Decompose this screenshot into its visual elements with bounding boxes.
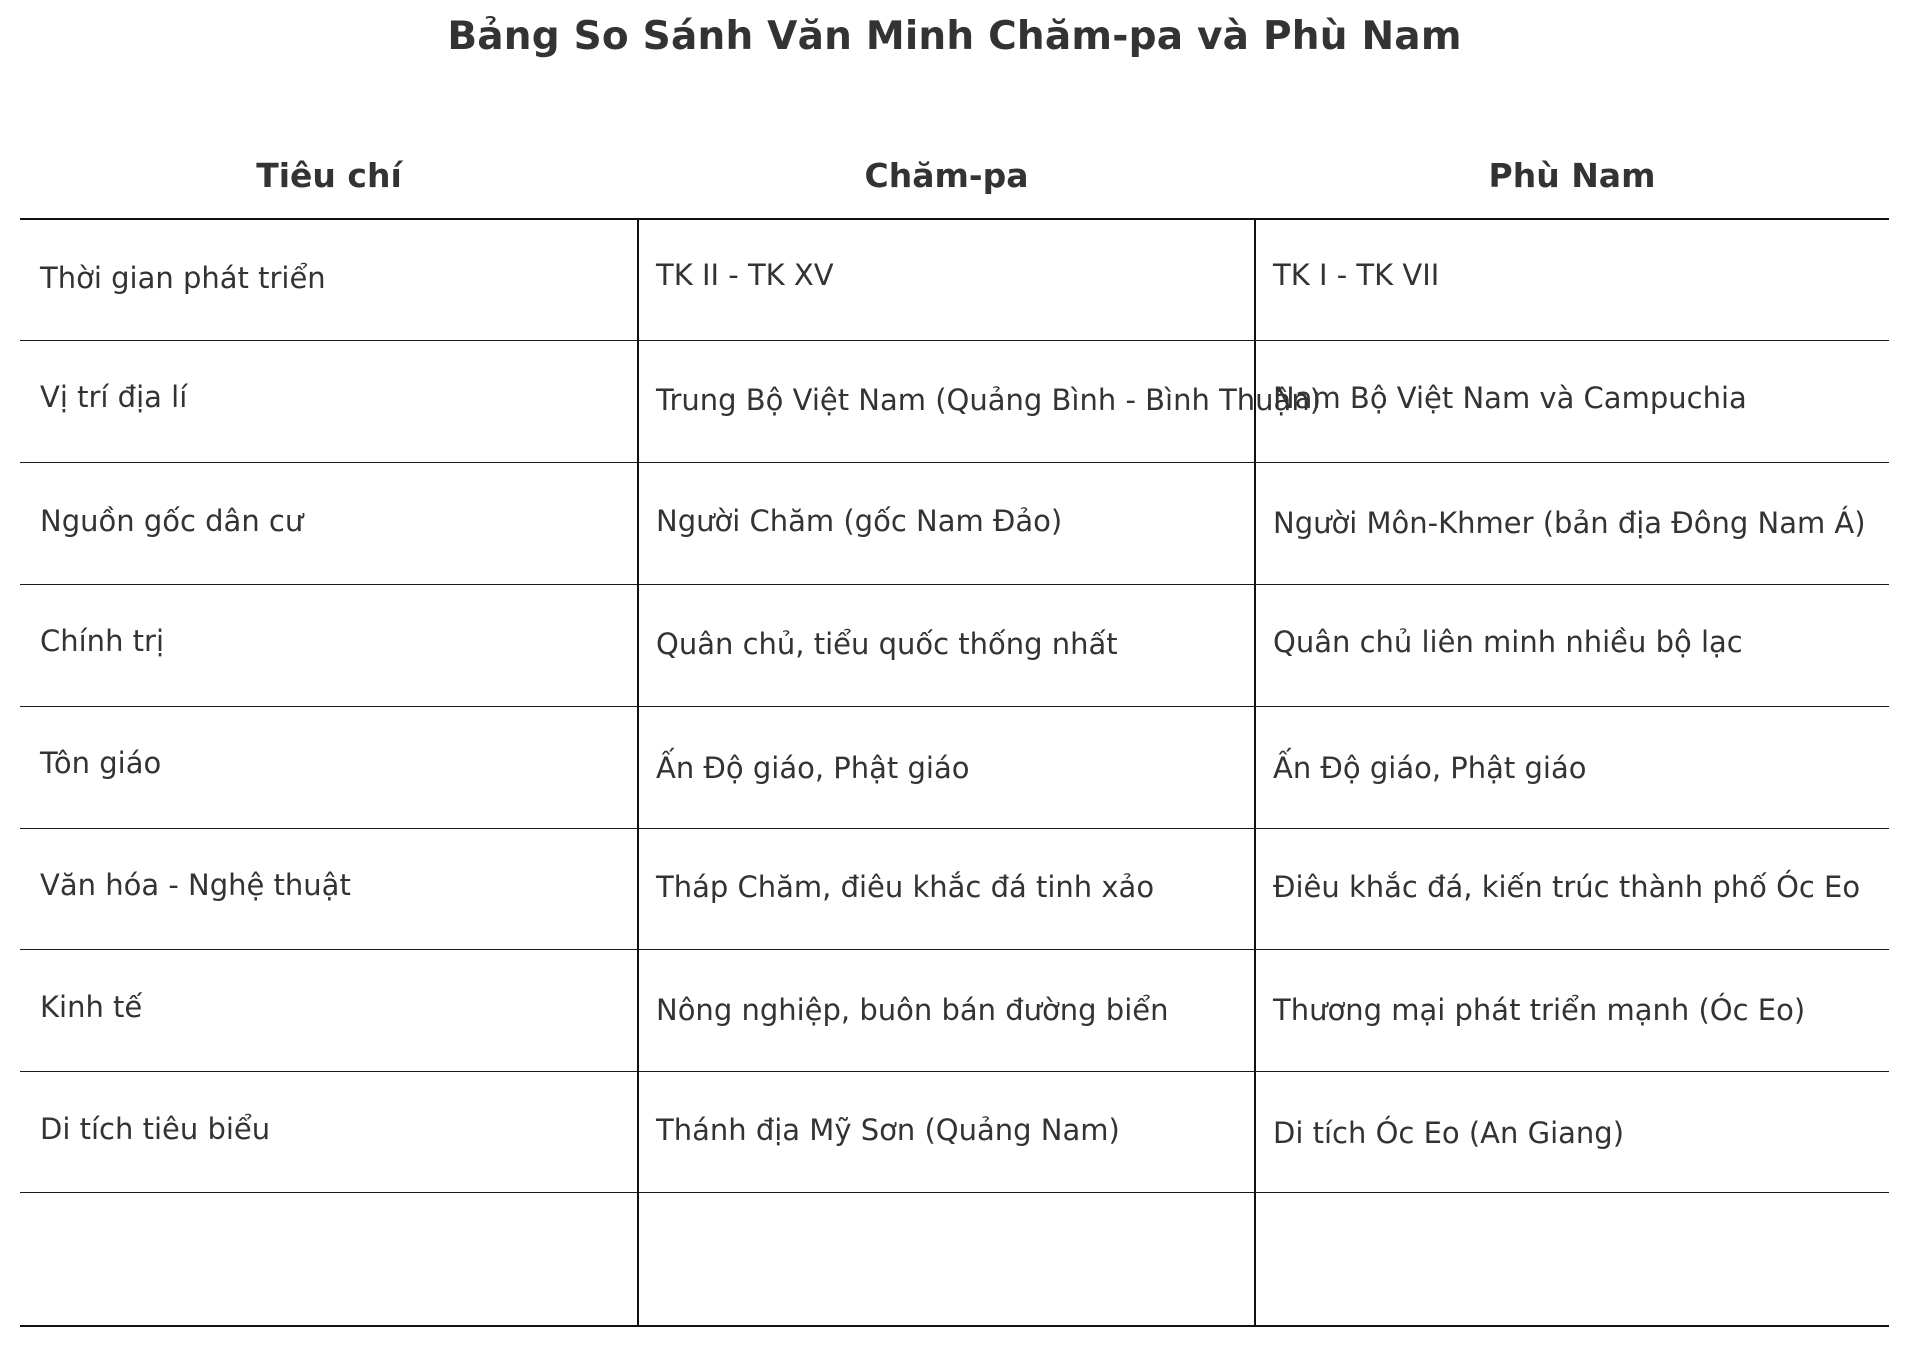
column-header-phunam: Phù Nam [1488,156,1656,195]
table-cell-criteria: Chính trị [40,624,165,658]
row-divider [20,706,1889,707]
table-cell-criteria: Văn hóa - Nghệ thuật [40,868,351,902]
table-cell-champa: Ấn Độ giáo, Phật giáo [656,751,970,785]
table-cell-phunam: Quân chủ liên minh nhiều bộ lạc [1273,625,1743,659]
table-cell-champa: Nông nghiệp, buôn bán đường biển [656,993,1169,1027]
row-divider [20,584,1889,585]
table-bottom-border [20,1325,1889,1327]
table-cell-phunam: Nam Bộ Việt Nam và Campuchia [1273,381,1747,415]
table-cell-phunam: Người Môn-Khmer (bản địa Đông Nam Á) [1273,506,1866,540]
row-divider [20,1192,1889,1193]
table-header-divider [20,218,1889,220]
page-title: Bảng So Sánh Văn Minh Chăm-pa và Phù Nam [447,14,1462,59]
table-cell-criteria: Tôn giáo [40,746,162,780]
table-cell-champa: Quân chủ, tiểu quốc thống nhất [656,627,1118,661]
table-cell-champa: Thánh địa Mỹ Sơn (Quảng Nam) [656,1113,1120,1147]
row-divider [20,340,1889,341]
table-cell-champa: Tháp Chăm, điêu khắc đá tinh xảo [656,870,1155,904]
table-cell-criteria: Di tích tiêu biểu [40,1112,271,1146]
row-divider [20,1071,1889,1072]
table-cell-phunam: Điêu khắc đá, kiến trúc thành phố Óc Eo [1273,870,1861,904]
table-cell-criteria: Thời gian phát triển [40,261,326,295]
table-cell-phunam: Ấn Độ giáo, Phật giáo [1273,751,1587,785]
column-header-champa: Chăm-pa [864,156,1029,195]
table-cell-phunam: TK I - TK VII [1273,258,1440,292]
row-divider [20,949,1889,950]
table-cell-criteria: Vị trí địa lí [40,380,188,414]
column-divider [637,219,639,1327]
table-cell-criteria: Kinh tế [40,990,143,1024]
row-divider [20,462,1889,463]
table-cell-criteria: Nguồn gốc dân cư [40,504,304,538]
row-divider [20,828,1889,829]
table-cell-champa: TK II - TK XV [656,258,834,292]
table-cell-champa: Người Chăm (gốc Nam Đảo) [656,504,1063,538]
column-header-criteria: Tiêu chí [256,156,402,195]
table-cell-phunam: Di tích Óc Eo (An Giang) [1273,1116,1625,1150]
table-cell-champa: Trung Bộ Việt Nam (Quảng Bình - Bình Thuận) [656,383,1322,417]
table-cell-phunam: Thương mại phát triển mạnh (Óc Eo) [1273,993,1806,1027]
